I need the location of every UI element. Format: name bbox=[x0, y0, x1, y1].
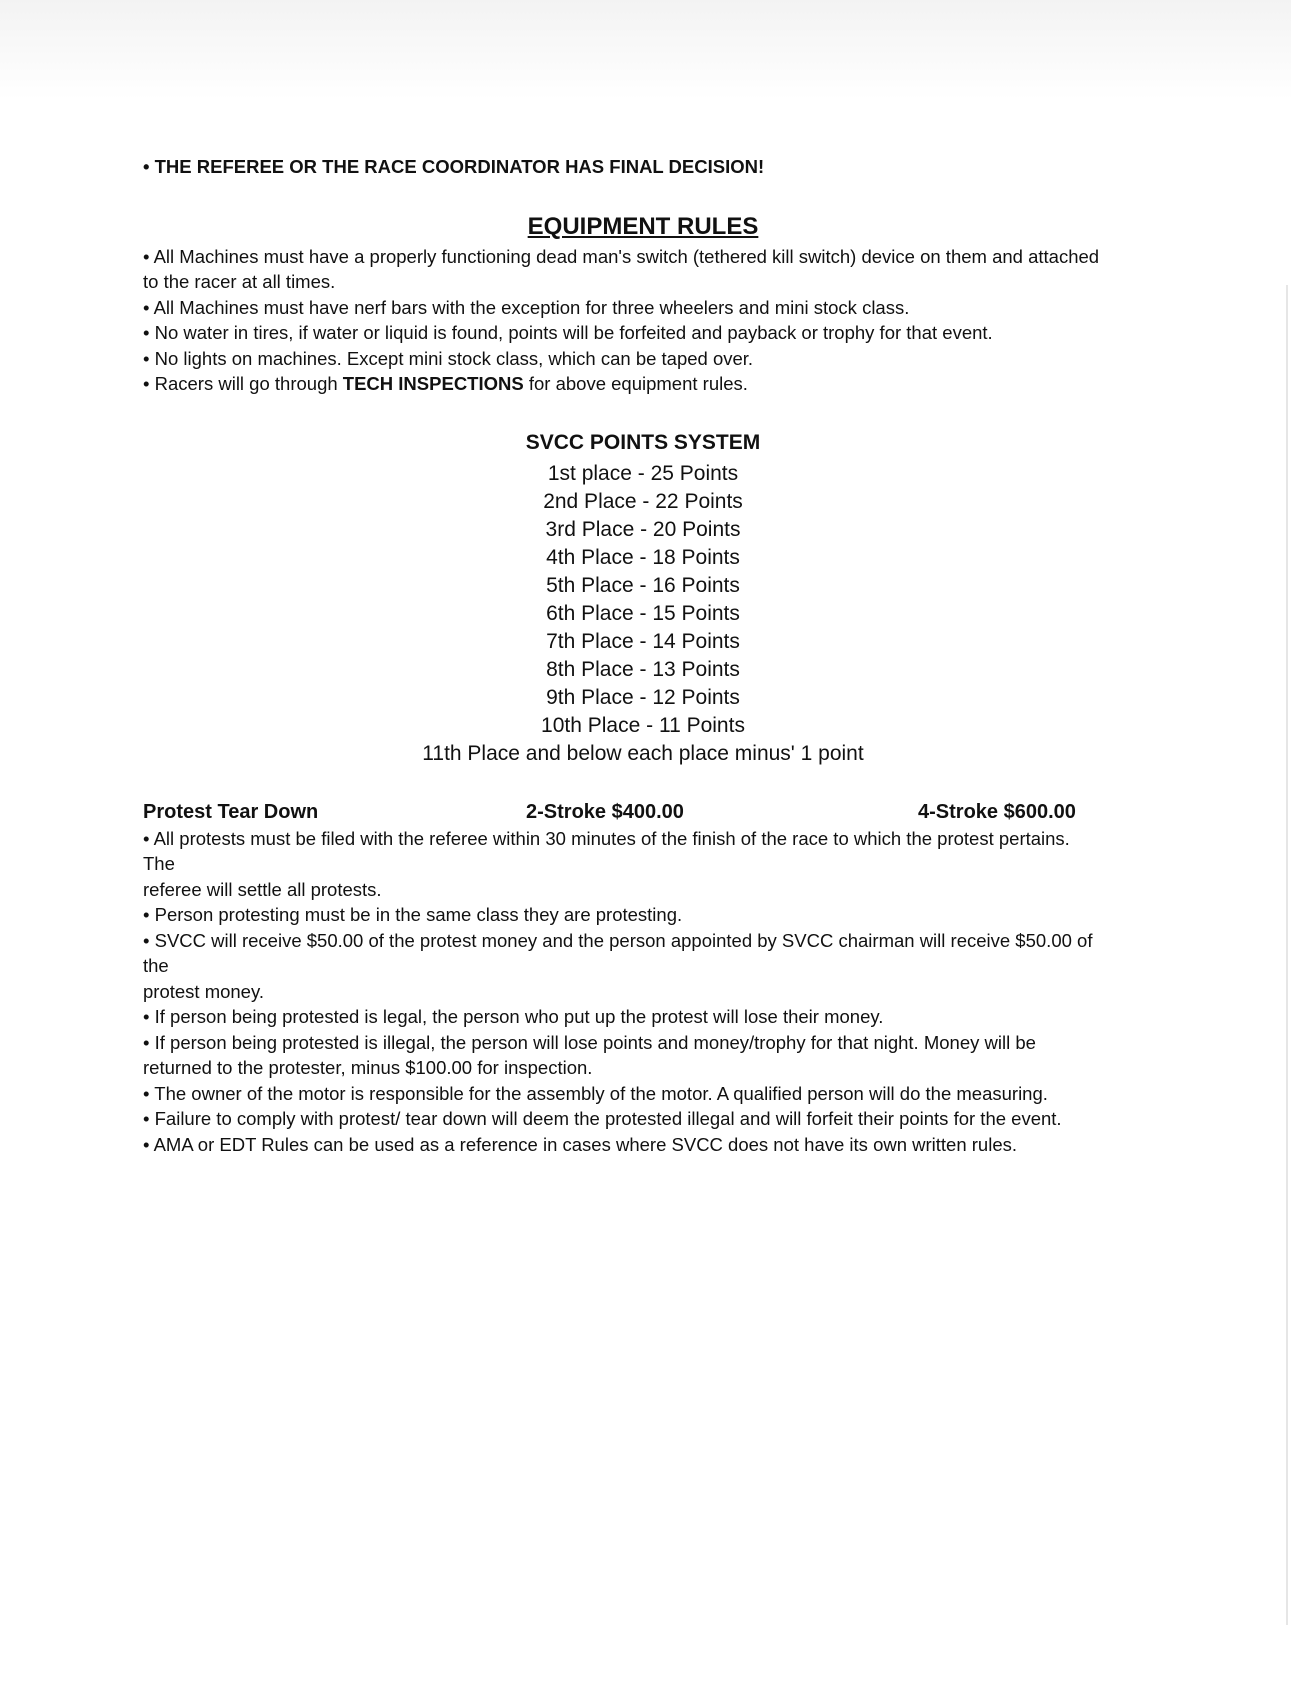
protest-line: • The owner of the motor is responsible for the assembly of the motor. A qualified person will do the measuring. bbox=[143, 1082, 1048, 1104]
protest-line: • If person being protested is legal, the person who put up the protest will lose their money. bbox=[143, 1006, 884, 1027]
points-system-title: SVCC POINTS SYSTEM bbox=[525, 430, 761, 454]
points-row: 4th Place - 18 Points bbox=[546, 545, 740, 569]
points-row: 10th Place - 11 Points bbox=[541, 713, 745, 737]
protest-line: the bbox=[143, 955, 169, 976]
protest-header-row bbox=[143, 798, 1143, 826]
tech-inspections-bold: TECH INSPECTIONS bbox=[342, 373, 524, 394]
final-decision-rule: • THE REFEREE OR THE RACE COORDINATOR HAS FINAL DECISION! bbox=[143, 156, 765, 177]
four-stroke-fee: 4-Stroke $600.00 bbox=[918, 800, 1076, 823]
protest-rules-list bbox=[143, 826, 1143, 1158]
protest-line: • If person being protested is illegal, the person will lose points and money/trophy for that night. Money will be bbox=[143, 1031, 1036, 1053]
points-row: 2nd Place - 22 Points bbox=[543, 489, 743, 513]
tech-suffix: for above equipment rules. bbox=[523, 373, 748, 394]
protest-line: • All protests must be filed with the referee within 30 minutes of the finish of the race to which the protest pertains. bbox=[143, 827, 1070, 849]
protest-line: returned to the protester, minus $100.00 for inspection. bbox=[143, 1057, 593, 1078]
document-page bbox=[143, 150, 1143, 1157]
protest-line: • SVCC will receive $50.00 of the protest money and the person appointed by SVCC chairman will receive $50.00 of bbox=[143, 929, 1093, 951]
top-shadow bbox=[0, 0, 1291, 100]
protest-line: protest money. bbox=[143, 980, 264, 1002]
points-list bbox=[143, 460, 1143, 768]
points-row: 8th Place - 13 Points bbox=[546, 657, 740, 681]
protest-line: The bbox=[143, 853, 175, 874]
points-row: 9th Place - 12 Points bbox=[546, 685, 740, 709]
points-row: 11th Place and below each place minus' 1 point bbox=[422, 741, 864, 765]
protest-line: • AMA or EDT Rules can be used as a reference in cases where SVCC does not have its own written rules. bbox=[143, 1133, 1018, 1155]
protest-line: referee will settle all protests. bbox=[143, 878, 382, 900]
protest-line: • Failure to comply with protest/ tear down will deem the protested illegal and will forfeit their points for the event. bbox=[143, 1108, 1062, 1129]
tech-prefix: • Racers will go through bbox=[143, 373, 343, 394]
page-edge bbox=[1286, 285, 1288, 1625]
equipment-line: • No water in tires, if water or liquid is found, points will be forfeited and payback or trophy for that event. bbox=[143, 322, 993, 343]
equipment-line: to the racer at all times. bbox=[143, 271, 336, 292]
points-row: 3rd Place - 20 Points bbox=[545, 517, 741, 541]
points-row: 5th Place - 16 Points bbox=[546, 573, 740, 597]
two-stroke-fee: 2-Stroke $400.00 bbox=[526, 800, 684, 823]
points-row: 1st place - 25 Points bbox=[547, 461, 739, 485]
equipment-line: • All Machines must have a properly functioning dead man's switch (tethered kill switch) device on them and attached bbox=[143, 245, 1100, 267]
equipment-line: • No lights on machines. Except mini stock class, which can be taped over. bbox=[143, 347, 754, 369]
protest-tear-down-heading: Protest Tear Down bbox=[143, 800, 319, 823]
equipment-rules-title: EQUIPMENT RULES bbox=[527, 212, 759, 240]
equipment-rules-list bbox=[143, 244, 1143, 397]
equipment-line: • All Machines must have nerf bars with the exception for three wheelers and mini stock class. bbox=[143, 296, 910, 318]
protest-line: • Person protesting must be in the same class they are protesting. bbox=[143, 904, 683, 925]
points-row: 6th Place - 15 Points bbox=[546, 601, 740, 625]
tech-inspection-line bbox=[143, 371, 1143, 397]
points-row: 7th Place - 14 Points bbox=[546, 629, 740, 653]
